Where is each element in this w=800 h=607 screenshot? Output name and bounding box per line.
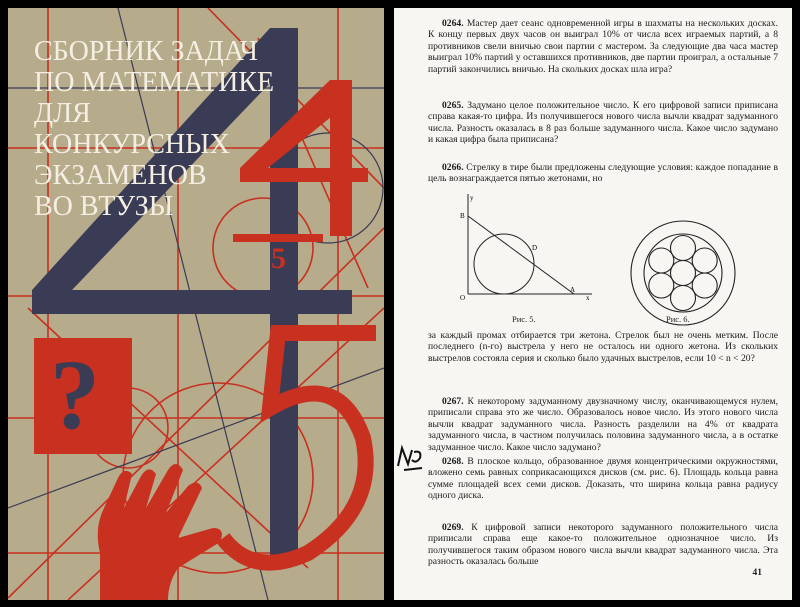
problem-0268 xyxy=(428,456,778,502)
cover-question-mark: ? xyxy=(50,339,100,450)
page-number: 41 xyxy=(752,568,762,578)
figure-6 xyxy=(628,218,738,328)
problem-text: К некоторому задуманному двузначному числу, оканчивающемуся нулем, приписали справа это же число. Образовалось новое число. Из этого нового числа вычли квадрат задуманного числа. Разность разделили на 4% от квадрата задуманного числа, в частном получилась половина задуманного числа, а в остатке задуманное число. Какое число задумано? xyxy=(428,396,778,453)
problem-0266-continued xyxy=(428,330,778,364)
cover-title-line: ДЛЯ xyxy=(34,98,91,129)
problem-text: Стрелку в тире были предложены следующие условия: каждое попадание в цель вознаграждается пятью жетонами, но xyxy=(428,162,778,185)
problem-text: К цифровой записи некоторого задуманного положительного числа приписали справа еще какое-то положительное однозначное число. Из получившегося таким образом нового числа вычли квадрат задуманного числа. Эта разность оказалась больше xyxy=(428,522,778,568)
figure-5 xyxy=(458,190,598,300)
problem-0266 xyxy=(428,162,778,185)
cover-title-line: ВО ВТУЗЫ xyxy=(34,191,174,222)
problem-number: 0268. xyxy=(442,456,464,467)
fig5-label-b: B xyxy=(460,212,465,220)
cover-title xyxy=(34,36,364,222)
problem-0264 xyxy=(428,18,778,75)
handwritten-mark xyxy=(394,442,426,472)
problem-0269 xyxy=(428,522,778,568)
cover-fraction-denominator: 5 xyxy=(271,242,286,275)
cover-red-hand xyxy=(98,464,222,600)
book-cover xyxy=(8,8,384,600)
cover-title-line: СБОРНИК ЗАДАЧ xyxy=(34,36,258,67)
cover-fraction-bar xyxy=(233,234,323,242)
problem-number: 0269. xyxy=(442,522,464,533)
fig5-label-o: O xyxy=(460,294,466,300)
problem-text: Мастер дает сеанс одновременной игры в шахматы на нескольких досках. К концу первых двух часов он выиграл 10% от числа всех играемых партий, а 8 противников свели вничью свои партии с мастером. За следующие два часа мастер выиграл 10% партий у оставшихся противников, две партии проиграл, а остальные 7 партий закончились вничью. На скольких досках шла игра? xyxy=(428,18,779,75)
figure-6-caption: Рис. 6. xyxy=(666,314,690,324)
problem-0265 xyxy=(428,100,778,146)
problem-text: В плоское кольцо, образованное двумя концентрическими окружностями, вложено семь равных соприкасающихся дисков (см. рис. 6). Площадь кольца равна сумме площадей всех семи дисков. Доказать, что ширина кольца равна радиусу одного диска. xyxy=(428,456,778,502)
fig5-label-a: A xyxy=(570,286,576,294)
book-page xyxy=(394,8,792,600)
cover-title-line: ПО МАТЕМАТИКЕ xyxy=(34,67,275,98)
problem-number: 0264. xyxy=(442,18,464,29)
cover-title-line: ЭКЗАМЕНОВ xyxy=(34,160,207,191)
problem-text: за каждый промах отбирается три жетона. Стрелок был не очень метким. После последнего (n-го) выстрела у него не осталось ни одного жетона. Из скольких выстрелов состояла серия и сколько было удачных выстрелов, если 10 < n < 20? xyxy=(428,330,778,364)
figure-5-caption: Рис. 5. xyxy=(512,314,536,324)
problem-0267 xyxy=(428,396,778,453)
fig5-label-d: D xyxy=(532,244,538,252)
problem-number: 0266. xyxy=(442,162,464,173)
cover-title-line: КОНКУРСНЫХ xyxy=(34,129,230,160)
problem-number: 0267. xyxy=(442,396,464,407)
problem-text: Задумано целое положительное число. К его цифровой записи приписана справа какая-то цифра. Из получившегося нового числа вычли квадрат задуманного числа. Разность оказалась в 8 раз больше задуманного числа. Какое число задумано и какая цифра была приписана? xyxy=(428,100,779,146)
fig5-label-x: x xyxy=(586,294,590,300)
fig5-label-y: y xyxy=(470,194,474,202)
problem-number: 0265. xyxy=(442,100,464,111)
